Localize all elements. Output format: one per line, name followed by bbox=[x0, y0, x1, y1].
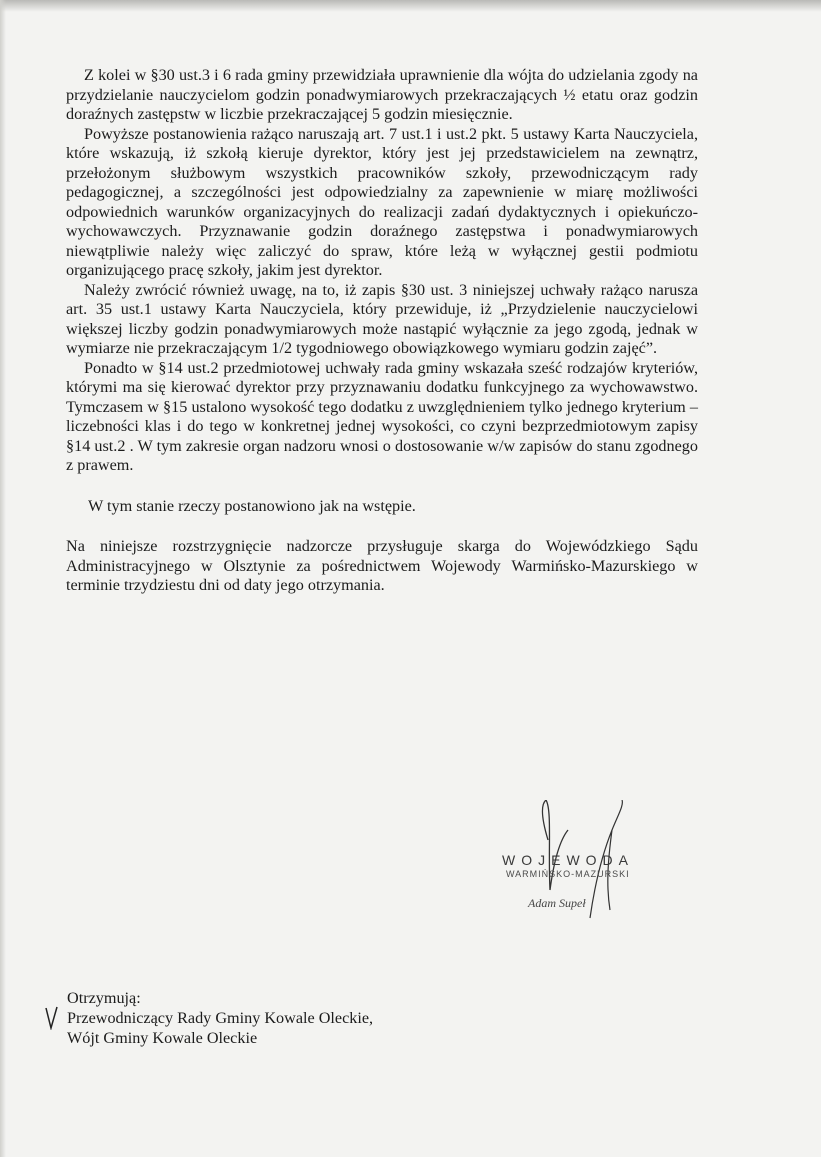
signature-block bbox=[490, 800, 690, 920]
checkmark-icon bbox=[44, 1006, 60, 1030]
stamp-region: WARMIŃSKO-MAZURSKI bbox=[506, 869, 630, 879]
document-body bbox=[66, 66, 698, 596]
scan-edge-shadow bbox=[0, 0, 821, 12]
paragraph-2: Powyższe postanowienia rażąco naruszają art. 7 ust.1 i ust.2 pkt. 5 ustawy Karta Nauczyciela, które wskazują, iż szkołą kieruje dyrektor, który jest jej przedstawicielem na zewnątrz, przełożonym służbowym wszystkich pracowników szkoły, przewodniczącym rady pedagogicznej, a szczególności jest odpowiedzialny za zapewnienie w miarę możliwości odpowiednich warunków organizacyjnych do realizacji zadań dydaktycznych i opiekuńczo-wychowawczych. Przyznawanie godzin doraźnego zastępstwa i ponadwymiarowych niewątpliwie należy więc zaliczyć do spraw, które leżą w wyłącznej gestii podmiotu organizującego pracę szkoły, jakim jest dyrektor. bbox=[66, 124, 698, 279]
scan-side-shadow bbox=[0, 0, 6, 1157]
recipient-item: Wójt Gminy Kowale Oleckie bbox=[67, 1029, 258, 1047]
recipient-item: Przewodniczący Rady Gminy Kowale Oleckie, bbox=[67, 1009, 374, 1027]
recipients-list bbox=[67, 988, 567, 1048]
signer-name: Adam Supeł bbox=[528, 896, 586, 910]
paragraph-3: Należy zwrócić również uwagę, na to, iż zapis §30 ust. 3 niniejszej uchwały rażąco narusza art. 35 ust.1 ustawy Karta Nauczyciela, który przewiduje, iż „Przydzielenie nauczycielowi większej liczby godzin ponadwymiarowych może nastąpić wyłącznie za jego zgodą, jednak w wymiarze nie przekraczającym 1/2 tygodniowego obowiązkowego wymiaru godzin zajęć”. bbox=[66, 280, 698, 357]
paragraph-1: Z kolei w §30 ust.3 i 6 rada gminy przewidziała uprawnienie dla wójta do udzielania zgody na przydzielanie nauczycielom godzin ponadwymiarowych przekraczających ½ etatu oraz godzin doraźnych zastępstw w liczbie przekraczającej 5 godzin miesięcznie. bbox=[66, 66, 698, 123]
paragraph-4: Ponadto w §14 ust.2 przedmiotowej uchwały rada gminy wskazała sześć rodzajów kryteriów, którymi ma się kierować dyrektor przy przyznawaniu dodatku funkcyjnego za wychowawstwo. Tymczasem w §15 ustalono wysokość tego dodatku z uwzględnieniem tylko jednego kryterium – liczebności klas i do tego w konkretnej jednej wysokości, co czyni bezprzedmiotowym zapisy §14 ust.2 . W tym zakresie organ nadzoru wnosi o dostosowanie w/w zapisów do stanu zgodnego z prawem. bbox=[66, 358, 698, 474]
appeal-notice: Na niniejsze rozstrzygnięcie nadzorcze przysługuje skarga do Wojewódzkiego Sądu Administracyjnego w Olsztynie za pośrednictwem Wojewody Warmińsko-Mazurskiego w terminie trzydziestu dni od daty jego otrzymania. bbox=[66, 537, 698, 594]
stamp-title: WOJEWODA bbox=[502, 852, 634, 868]
closing-statement: W tym stanie rzeczy postanowiono jak na wstępie. bbox=[88, 496, 416, 515]
recipients-heading: Otrzymują: bbox=[67, 989, 141, 1007]
